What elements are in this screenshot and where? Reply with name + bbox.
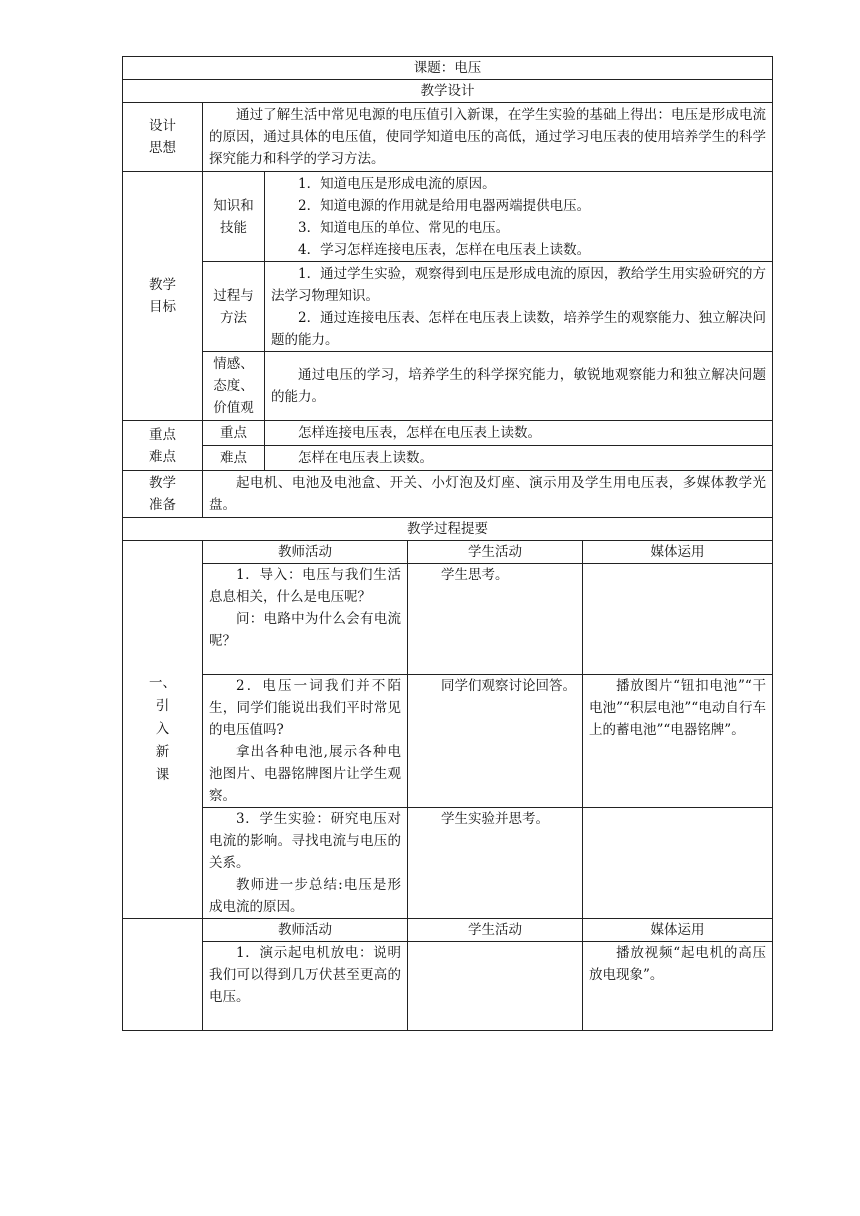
media-use — [583, 808, 773, 919]
prep-row — [123, 471, 773, 518]
col-media-header: 媒体运用 — [583, 541, 773, 564]
prep-label: 教学 准备 — [123, 471, 203, 518]
col-student-header: 学生活动 — [408, 541, 583, 564]
section1-columns-row — [123, 541, 773, 564]
section1-label: 一、 引 入 新 课 — [123, 541, 203, 919]
goals-label: 教学 目标 — [123, 172, 203, 421]
hard-text: 怎样在电压表上读数。 — [265, 446, 773, 471]
teacher-activity: 3．学生实验：研究电压对电流的影响。寻找电流与电压的关系。 教师进一步总结:电压是形成电流的原因。 — [203, 808, 408, 919]
list-item: 1．知道电压是形成电流的原因。 — [298, 176, 496, 192]
table-row — [123, 808, 773, 919]
design-header: 教学设计 — [123, 80, 773, 103]
teacher-activity: 1．导入：电压与我们生活息息相关，什么是电压呢？ 问：电路中为什么会有电流呢？ — [203, 564, 408, 675]
goal-knowledge-row — [123, 172, 773, 262]
process-header: 教学过程提要 — [123, 518, 773, 541]
lesson-title: 课题：电压 — [123, 57, 773, 80]
col-student-header: 学生活动 — [408, 919, 583, 942]
list-item: 3．知道电压的单位、常见的电压。 — [298, 220, 510, 236]
col-teacher-header: 教师活动 — [203, 541, 408, 564]
design-idea-row — [123, 103, 773, 172]
col-media-header: 媒体运用 — [583, 919, 773, 942]
student-activity — [408, 942, 583, 1031]
media-use — [583, 564, 773, 675]
student-activity: 学生思考。 — [408, 564, 583, 675]
student-activity: 同学们观察讨论回答。 — [408, 675, 583, 808]
keypoints-label: 重点 难点 — [123, 421, 203, 471]
process-list — [265, 262, 773, 352]
student-activity: 学生实验并思考。 — [408, 808, 583, 919]
emotion-label: 情感、 态度、 价值观 — [203, 352, 265, 421]
hard-label: 难点 — [203, 446, 265, 471]
media-use: 播放图片“钮扣电池”“干电池”“积层电池”“电动自行车上的蓄电池”“电器铭牌”。 — [583, 675, 773, 808]
design-header-row — [123, 80, 773, 103]
key-text: 怎样连接电压表，怎样在电压表上读数。 — [265, 421, 773, 446]
list-item: 1．通过学生实验，观察得到电压是形成电流的原因，教给学生用实验研究的方法学习物理知识。 — [271, 266, 767, 304]
media-use: 播放视频“起电机的高压放电现象”。 — [583, 942, 773, 1031]
hard-point-row — [123, 446, 773, 471]
title-row — [123, 57, 773, 80]
list-item: 2．通过连接电压表、怎样在电压表上读数，培养学生的观察能力、独立解决问题的能力。 — [271, 310, 767, 348]
list-item: 2．知道电源的作用就是给用电器两端提供电压。 — [298, 198, 591, 214]
design-idea-label: 设计 思想 — [123, 103, 203, 172]
knowledge-list — [265, 172, 773, 262]
goal-emotion-row — [123, 352, 773, 421]
table-row — [123, 942, 773, 1031]
teacher-activity: 2．电压一词我们并不陌生，同学们能说出我们平时常见的电压值吗? 拿出各种电池,展示各种电池图片、电器铭牌图片让学生观察。 — [203, 675, 408, 808]
key-label: 重点 — [203, 421, 265, 446]
emotion-text: 通过电压的学习，培养学生的科学探究能力，敏锐地观察能力和独立解决问题的能力。 — [265, 352, 773, 421]
goal-process-row — [123, 262, 773, 352]
design-idea-text: 通过了解生活中常见电源的电压值引入新课，在学生实验的基础上得出：电压是形成电流的原因，通过具体的电压值，使同学知道电压的高低，通过学习电压表的使用培养学生的科学探究能力和科学的学习方法。 — [203, 103, 773, 172]
lesson-plan-page — [122, 56, 772, 1031]
prep-text: 起电机、电池及电池盒、开关、小灯泡及灯座、演示用及学生用电压表，多媒体教学光盘。 — [203, 471, 773, 518]
section2-columns-row — [123, 919, 773, 942]
lesson-plan-table — [122, 56, 773, 1031]
table-row — [123, 675, 773, 808]
table-row — [123, 564, 773, 675]
col-teacher-header: 教师活动 — [203, 919, 408, 942]
teacher-activity: 1．演示起电机放电：说明我们可以得到几万伏甚至更高的电压。 — [203, 942, 408, 1031]
list-item: 4．学习怎样连接电压表，怎样在电压表上读数。 — [298, 242, 591, 258]
section2-label — [123, 919, 203, 1031]
process-header-row — [123, 518, 773, 541]
key-point-row — [123, 421, 773, 446]
process-label: 过程与 方法 — [203, 262, 265, 352]
knowledge-label: 知识和 技能 — [203, 172, 265, 262]
